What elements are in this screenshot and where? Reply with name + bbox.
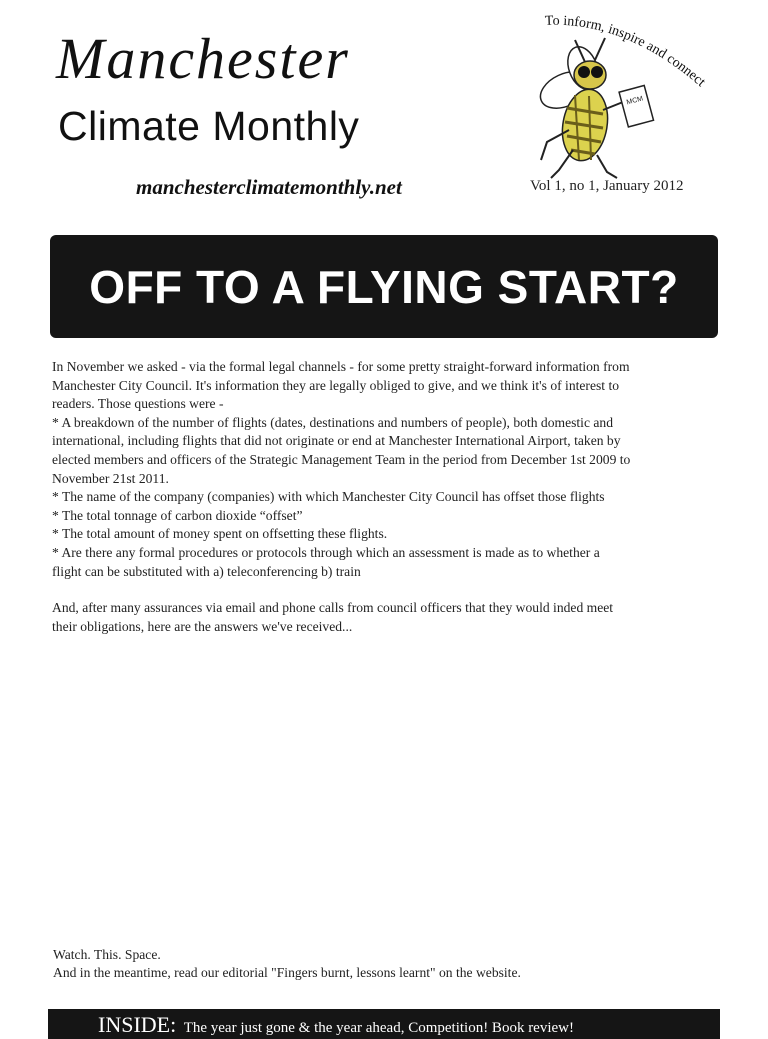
footer-line-2: And in the meantime, read our editorial "Fingers burnt, lessons learnt" on the website. — [53, 965, 521, 980]
inside-text: The year just gone & the year ahead, Competition! Book review! — [183, 1020, 574, 1036]
inside-bar — [48, 1009, 720, 1039]
website-link[interactable]: manchesterclimatemonthly.net — [136, 175, 402, 199]
article-line: readers. Those questions were - — [52, 396, 224, 412]
inside-label: INSIDE: — [98, 1012, 177, 1037]
article-line: flight can be substituted with a) teleconferencing b) train — [52, 563, 361, 579]
issue-info: Vol 1, no 1, January 2012 — [530, 178, 684, 194]
article-line: Manchester City Council. It's information they are legally obliged to give, and we think it's of interest to — [52, 377, 620, 393]
cartoon-bee-icon — [525, 10, 725, 180]
article-line: * The total tonnage of carbon dioxide “offset” — [52, 507, 303, 523]
article-line: * Are there any formal procedures or protocols through which an assessment is made as to whether a — [52, 544, 600, 560]
article-line: * The name of the company (companies) with which Manchester City Council has offset those flights — [52, 489, 605, 505]
article-line: In November we asked - via the formal legal channels - for some pretty straight-forward information from — [52, 359, 630, 374]
article-line: * The total amount of money spent on offsetting these flights. — [52, 526, 388, 542]
paragraph-gap — [52, 581, 717, 599]
article-body — [52, 358, 717, 636]
article-line: November 21st 2011. — [52, 470, 169, 486]
footer-line-1: Watch. This. Space. — [53, 947, 161, 962]
masthead-subtitle: Climate Monthly — [58, 103, 360, 149]
mascot-sign: MCM — [625, 95, 644, 107]
inside-bar-content — [98, 1012, 574, 1038]
article-line: And, after many assurances via email and phone calls from council officers that they would inded meet — [52, 600, 614, 616]
article-line: international, including flights that did not originate or end at Manchester International Airport, taken by — [52, 433, 621, 449]
tagline: To inform, inspire and connect — [544, 13, 709, 91]
article-line: elected members and officers of the Strategic Management Team in the period from December 1st 2009 to — [52, 451, 631, 467]
article-line: * A breakdown of the number of flights (dates, destinations and numbers of people), both domestic and — [52, 414, 614, 430]
headline-banner — [50, 235, 718, 338]
footer-note — [53, 946, 713, 982]
masthead-title: Manchester — [56, 26, 350, 91]
article-line: their obligations, here are the answers we've received... — [52, 618, 353, 634]
headline: OFF TO A FLYING START? — [89, 260, 679, 313]
